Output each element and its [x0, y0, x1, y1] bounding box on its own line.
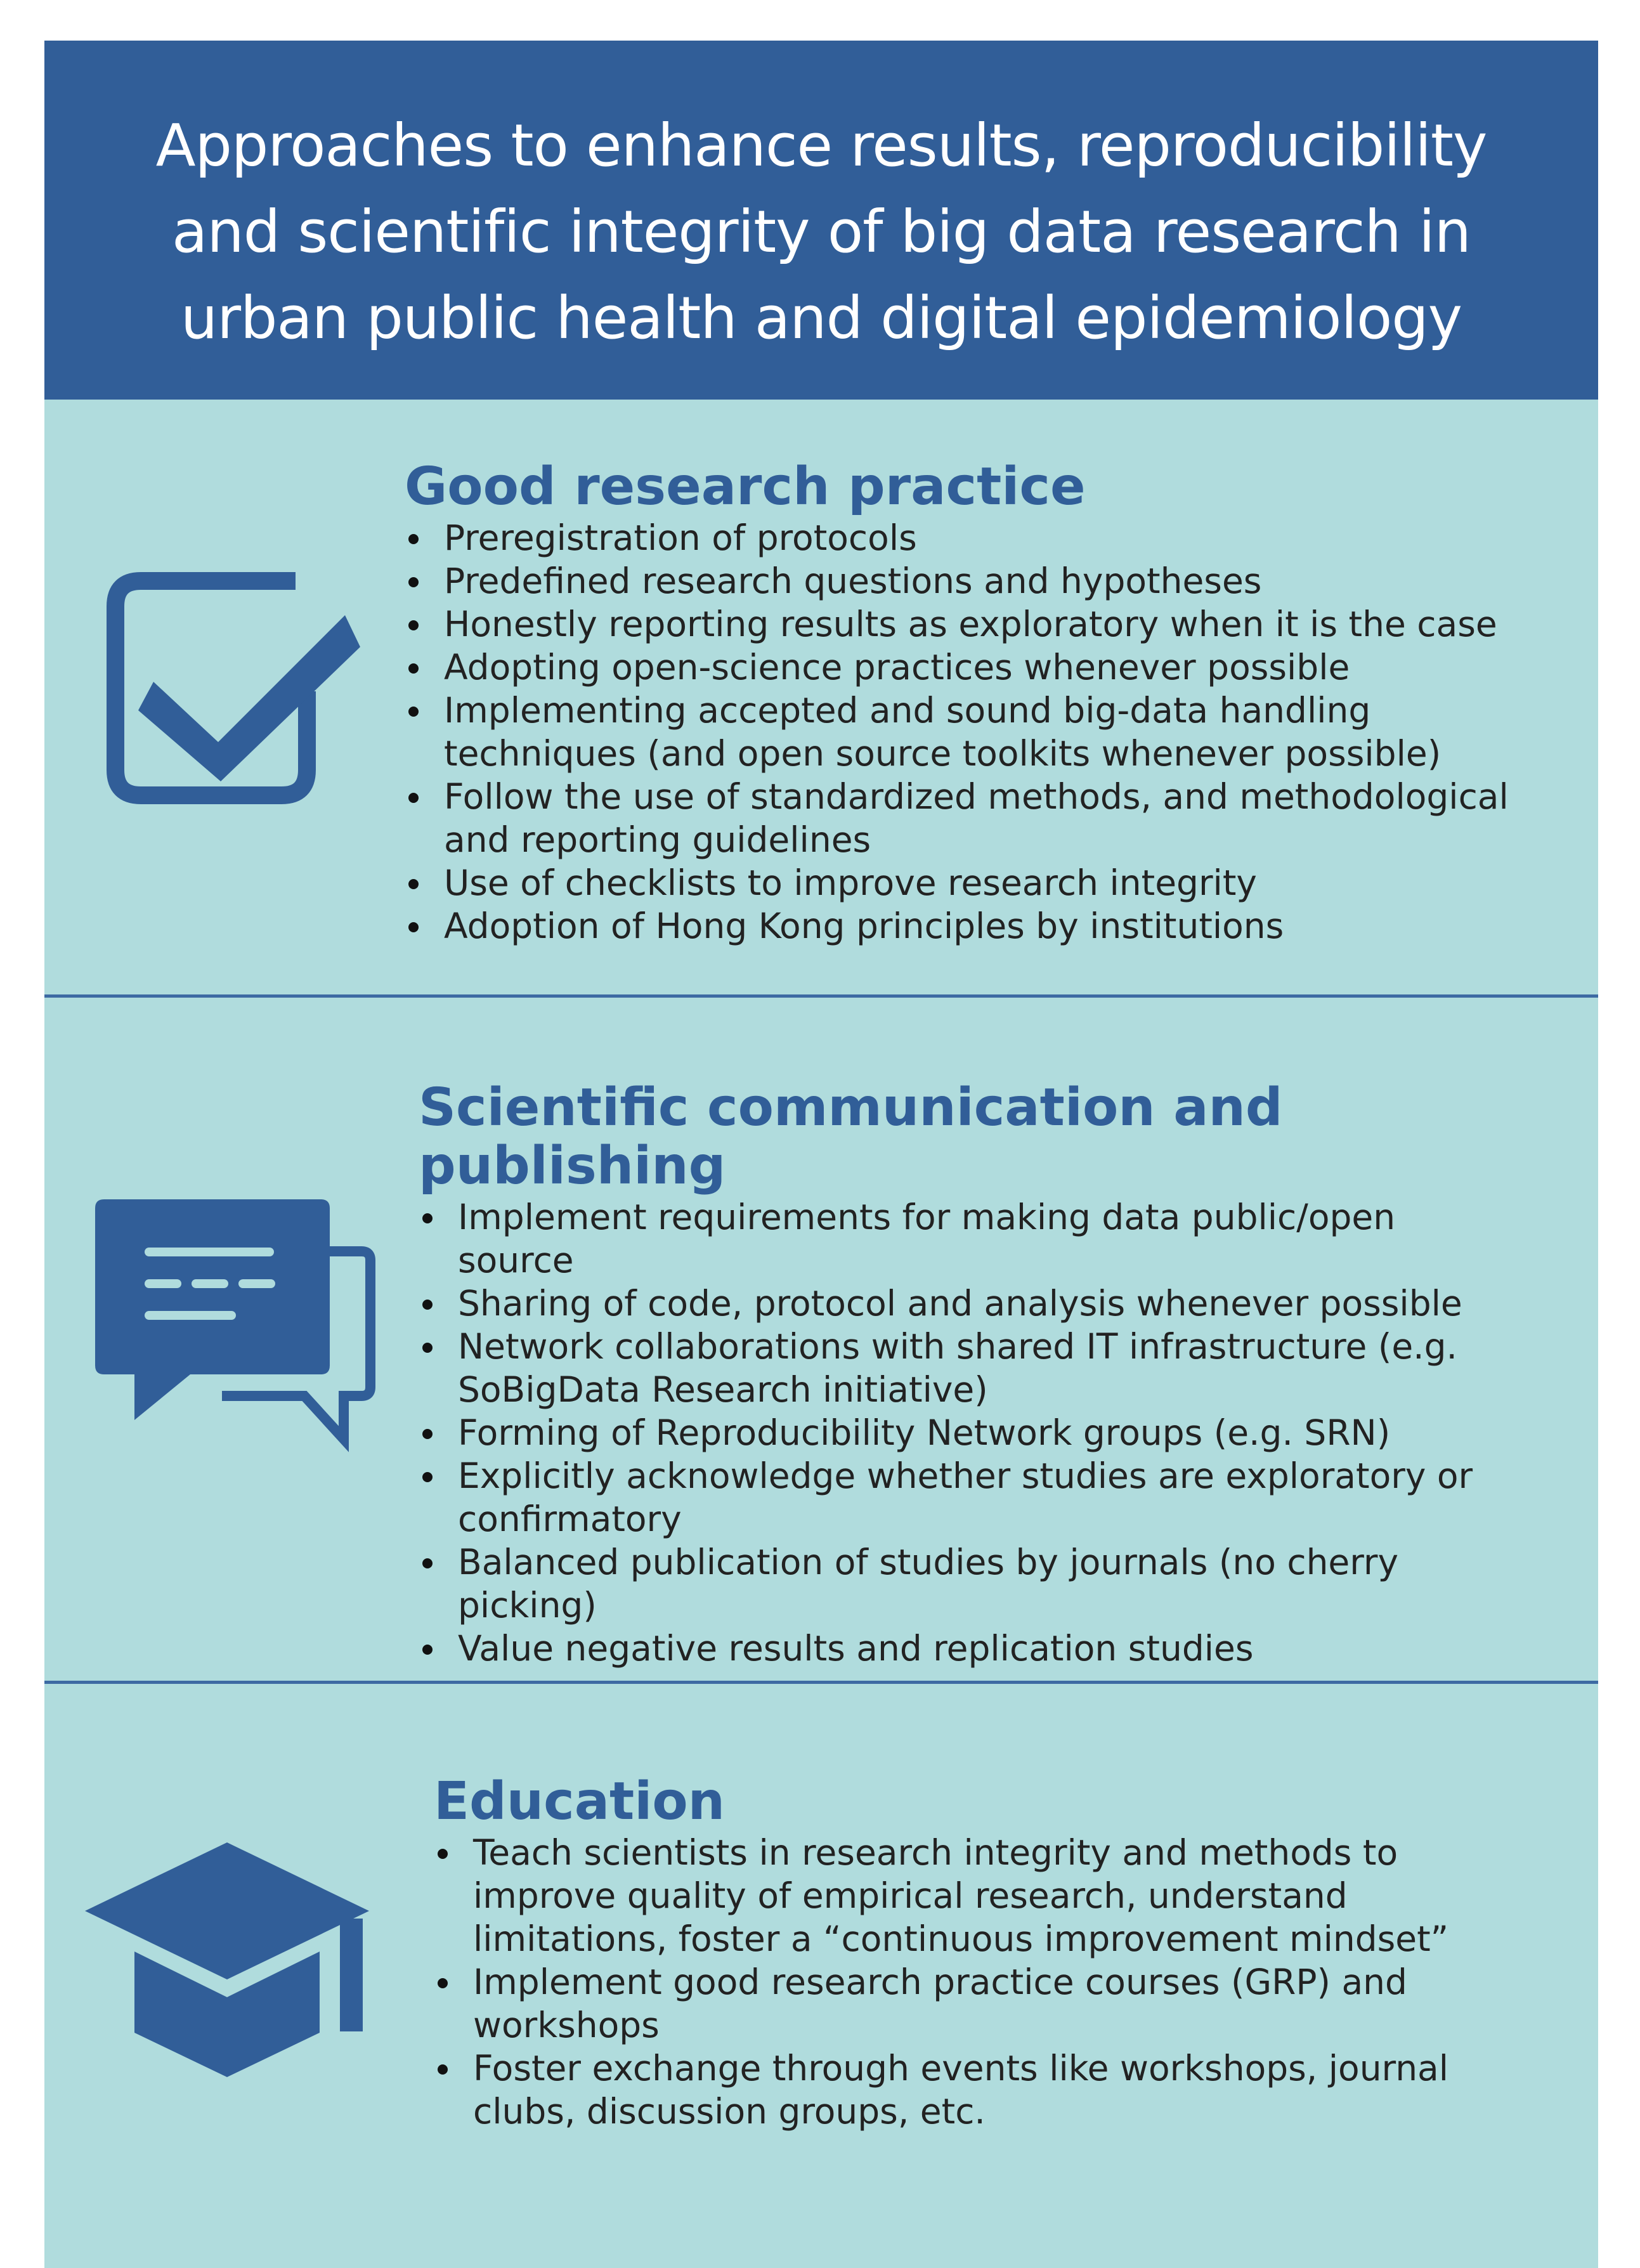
list-item: Preregistration of protocols [405, 516, 1584, 559]
section-education [44, 1684, 1598, 2268]
section-content [434, 1773, 1588, 2133]
chat-bubbles-icon [95, 1199, 393, 1456]
list-item: Follow the use of standardized methods, and methodological and reporting guidelines [405, 775, 1584, 861]
list-item: Implement good research practice courses (GRP) and workshops [434, 1960, 1588, 2047]
section-title: Education [434, 1771, 726, 1832]
list-item: Explicitly acknowledge whether studies are exploratory or confirmatory [419, 1454, 1585, 1541]
section-good-research-practice [44, 400, 1598, 1034]
list-item: Implement requirements for making data public/open source [419, 1196, 1585, 1282]
bullet-list [419, 1196, 1585, 1670]
graduation-cap-icon [84, 1842, 375, 2086]
list-item: Implementing accepted and sound big-data handling techniques (and open source toolkits whenever possible) [405, 689, 1584, 775]
list-item: Teach scientists in research integrity and methods to improve quality of empirical research, understand limitations, foster a “continuous improvement mindset” [434, 1831, 1588, 1960]
list-item: Predefined research questions and hypotheses [405, 559, 1584, 603]
section-scientific-communication [44, 998, 1598, 1726]
page-title: Approaches to enhance results, reproducibility and scientific integrity of big data research in urban public health and digital epidemiology [155, 112, 1487, 352]
list-item: Forming of Reproducibility Network groups (e.g. SRN) [419, 1411, 1585, 1454]
infographic-panel [44, 41, 1598, 2268]
list-item: Network collaborations with shared IT infrastructure (e.g. SoBigData Research initiative) [419, 1325, 1585, 1411]
section-content [405, 458, 1584, 948]
section-content [419, 1079, 1585, 1670]
list-item: Adopting open-science practices whenever possible [405, 646, 1584, 689]
bullet-list [405, 516, 1584, 948]
list-item: Honestly reporting results as exploratory when it is the case [405, 603, 1584, 646]
section-title: Scientific communication and publishing [419, 1078, 1283, 1196]
checkbox-check-icon [105, 571, 365, 814]
bullet-list [434, 1831, 1588, 2133]
list-item: Adoption of Hong Kong principles by institutions [405, 904, 1584, 948]
list-item: Sharing of code, protocol and analysis whenever possible [419, 1282, 1585, 1325]
header-banner [44, 41, 1598, 400]
list-item: Use of checklists to improve research integrity [405, 861, 1584, 904]
list-item: Balanced publication of studies by journals (no cherry picking) [419, 1541, 1585, 1627]
list-item: Value negative results and replication studies [419, 1627, 1585, 1670]
section-title: Good research practice [405, 457, 1086, 517]
list-item: Foster exchange through events like workshops, journal clubs, discussion groups, etc. [434, 2047, 1588, 2133]
